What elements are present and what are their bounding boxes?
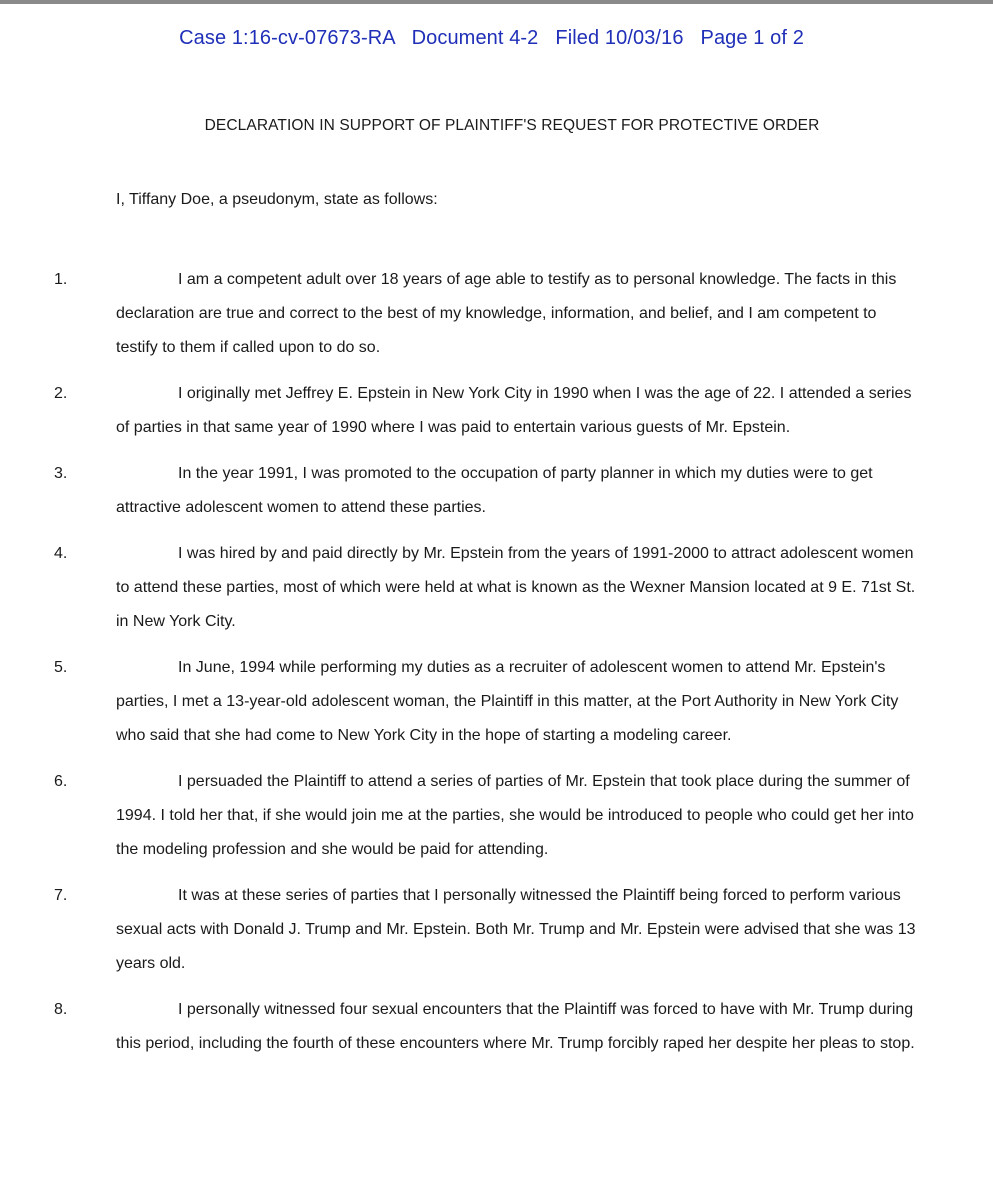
top-border-rule bbox=[0, 0, 993, 4]
paragraph-text: I was hired by and paid directly by Mr. Epstein from the years of 1991-2000 to attract adolescent women to attend these parties, most of which were held at what is known as the Wexner Mansion located at 9 E. 71st St. in New York City. bbox=[116, 545, 916, 630]
paragraph-number: 2. bbox=[54, 385, 68, 402]
paragraph-3 bbox=[54, 457, 916, 525]
paragraph-text: In the year 1991, I was promoted to the occupation of party planner in which my duties were to get attractive adolescent women to attend these parties. bbox=[116, 465, 873, 516]
paragraph-number: 8. bbox=[54, 1001, 68, 1018]
paragraph-text: I originally met Jeffrey E. Epstein in New York City in 1990 when I was the age of 22. I attended a series of parties in that same year of 1990 where I was paid to entertain various guests of Mr. Epstein. bbox=[116, 385, 912, 436]
paragraph-text: I am a competent adult over 18 years of age able to testify as to personal knowledge. The facts in this declaration are true and correct to the best of my knowledge, information, and belief, and I am competent to testify to them if called upon to do so. bbox=[116, 271, 897, 356]
paragraph-number: 6. bbox=[54, 773, 68, 790]
paragraph-7 bbox=[54, 879, 916, 981]
numbered-paragraphs bbox=[54, 263, 916, 1073]
paragraph-1 bbox=[54, 263, 916, 365]
paragraph-2 bbox=[54, 377, 916, 445]
intro-statement: I, Tiffany Doe, a pseudonym, state as follows: bbox=[116, 191, 438, 208]
paragraph-6 bbox=[54, 765, 916, 867]
paragraph-text: I persuaded the Plaintiff to attend a series of parties of Mr. Epstein that took place during the summer of 1994. I told her that, if she would join me at the parties, she would be introduced to people who could get her into the modeling profession and she would be paid for attending. bbox=[116, 773, 914, 858]
paragraph-number: 5. bbox=[54, 659, 68, 676]
paragraph-number: 3. bbox=[54, 465, 68, 482]
paragraph-text: In June, 1994 while performing my duties as a recruiter of adolescent women to attend Mr. Epstein's parties, I met a 13-year-old adolescent woman, the Plaintiff in this matter, at the Port Authority in New York City who said that she had come to New York City in the hope of starting a modeling career. bbox=[116, 659, 899, 744]
paragraph-5 bbox=[54, 651, 916, 753]
document-title: DECLARATION IN SUPPORT OF PLAINTIFF'S REQUEST FOR PROTECTIVE ORDER bbox=[204, 117, 820, 134]
paragraph-4 bbox=[54, 537, 916, 639]
paragraph-8 bbox=[54, 993, 916, 1061]
paragraph-number: 7. bbox=[54, 887, 68, 904]
paragraph-text: I personally witnessed four sexual encounters that the Plaintiff was forced to have with Mr. Trump during this period, including the fourth of these encounters where Mr. Trump forcibly raped her despite her pleas to stop. bbox=[116, 1001, 915, 1052]
paragraph-text: It was at these series of parties that I personally witnessed the Plaintiff being forced to perform various sexual acts with Donald J. Trump and Mr. Epstein. Both Mr. Trump and Mr. Epstein were advised that she was 13 years old. bbox=[116, 887, 916, 972]
case-header: Case 1:16-cv-07673-RA Document 4-2 Filed 10/03/16 Page 1 of 2 bbox=[179, 27, 804, 49]
paragraph-number: 4. bbox=[54, 545, 68, 562]
paragraph-number: 1. bbox=[54, 271, 68, 288]
